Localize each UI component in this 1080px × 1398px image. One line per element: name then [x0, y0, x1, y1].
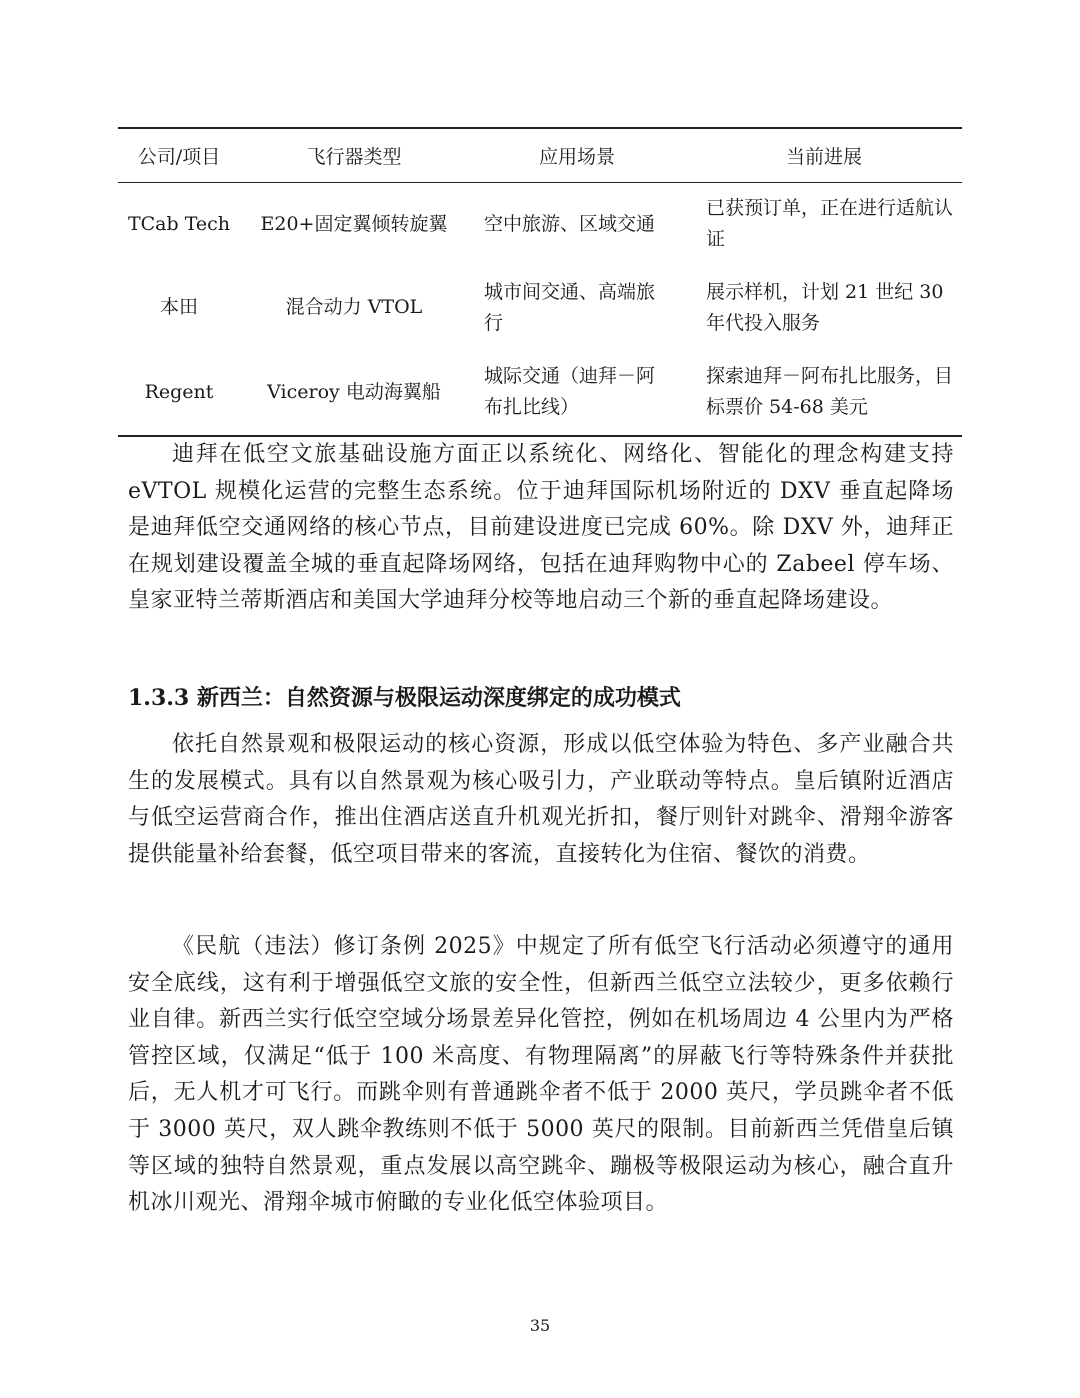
table-row [118, 266, 962, 350]
cell-aircraft-type: 混合动力 VTOL [285, 296, 423, 318]
cell-current-progress: 探索迪拜－阿布扎比服务，目标票价 54-68 美元 [706, 365, 954, 418]
table-row [118, 350, 962, 436]
cell-application-scene: 城际交通（迪拜－阿布扎比线） [484, 365, 656, 418]
section-heading-new-zealand: 1.3.3 新西兰：自然资源与极限运动深度绑定的成功模式 [128, 685, 681, 711]
header-aircraft-type: 飞行器类型 [306, 146, 402, 168]
cell-current-progress: 展示样机，计划 21 世纪 30 年代投入服务 [706, 280, 944, 334]
header-application-scene: 应用场景 [538, 146, 615, 168]
table-header-row [118, 128, 962, 183]
header-current-progress: 当前进展 [785, 146, 862, 168]
dubai-infrastructure-paragraph: 迪拜在低空文旅基础设施方面正以系统化、网络化、智能化的理念构建支持 eVTOL 规模化运营的完整生态系统。位于迪拜国际机场附近的 DXV 垂直起降场是迪拜低空交通网络的核心节点，目前建设进度已完成 60%。除 DXV 外，迪拜正在规划建设覆盖全城的垂直起降场网络，包括在迪拜购物中心的 Zabeel 停车场、皇家亚特兰蒂斯酒店和美国大学迪拜分校等地启动三个新的垂直起降场建设。 [128, 442, 954, 614]
cell-application-scene: 空中旅游、区域交通 [484, 212, 656, 235]
cell-company: TCab Tech [127, 212, 231, 235]
cell-company: 本田 [159, 296, 198, 318]
table-row [118, 183, 962, 266]
cell-aircraft-type: E20+固定翼倾转旋翼 [260, 212, 448, 235]
cell-company: Regent [144, 380, 214, 403]
header-company: 公司/项目 [137, 146, 221, 168]
cell-aircraft-type: Viceroy 电动海翼船 [267, 380, 441, 403]
cell-current-progress: 已获预订单，正在进行适航认证 [706, 197, 954, 251]
new-zealand-model-paragraph: 依托自然景观和极限运动的核心资源，形成以低空体验为特色、多产业融合共生的发展模式。具有以自然景观为核心吸引力，产业联动等特点。皇后镇附近酒店与低空运营商合作，推出住酒店送直升机观光折扣，餐厅则针对跳伞、滑翔伞游客提供能量补给套餐，低空项目带来的客流，直接转化为住宿、餐饮的消费。 [128, 732, 954, 867]
new-zealand-regulation-paragraph: 《民航（违法）修订条例 2025》中规定了所有低空飞行活动必须遵守的通用安全底线，这有利于增强低空文旅的安全性，但新西兰低空立法较少，更多依赖行业自律。新西兰实行低空空域分场景差异化管控，例如在机场周边 4 公里内为严格管控区域，仅满足“低于 100 米高度、有物理隔离”的屏蔽飞行等特殊条件并获批后，无人机才可飞行。而跳伞则有普通跳伞者不低于 2000 英尺，学员跳伞者不低于 3000 英尺，双人跳伞教练则不低于 5000 英尺的限制。目前新西兰凭借皇后镇等区域的独特自然景观，重点发展以高空跳伞、蹦极等极限运动为核心，融合直升机冰川观光、滑翔伞城市俯瞰的专业化低空体验项目。 [128, 934, 954, 1216]
page-number: 35 [529, 1316, 551, 1335]
cell-application-scene: 城市间交通、高端旅行 [484, 280, 656, 334]
aircraft-projects-table [118, 127, 962, 437]
